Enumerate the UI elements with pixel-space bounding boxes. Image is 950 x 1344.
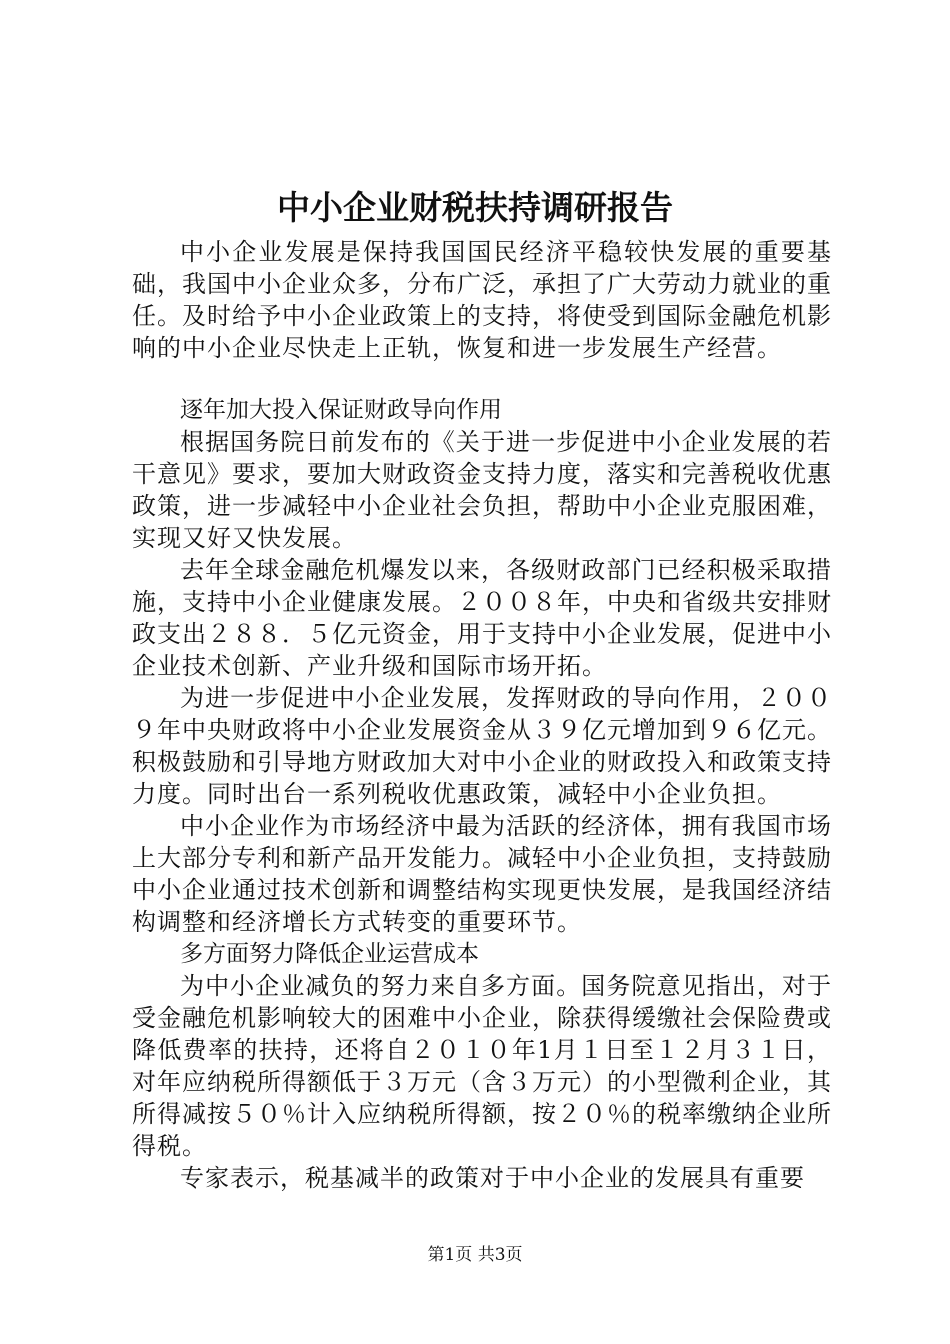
paragraph: 中小企业作为市场经济中最为活跃的经济体，拥有我国市场上大部分专利和新产品开发能力。减轻中小企业负担，支持鼓励中小企业通过技术创新和调整结构实现更快发展，是我国经济结构调整和经济增长方式转变的重要环节。 (132, 812, 832, 936)
page-footer: 第1页 共3页 (427, 1245, 523, 1265)
intro-paragraph: 中小企业发展是保持我国国民经济平稳较快发展的重要基础，我国中小企业众多，分布广泛，承担了广大劳动力就业的重任。及时给予中小企业政策上的支持，将使受到国际金融危机影响的中小企业尽快走上正轨，恢复和进一步发展生产经营。 (132, 238, 832, 362)
paragraph: 为中小企业减负的努力来自多方面。国务院意见指出，对于受金融危机影响较大的困难中小企业，除获得缓缴社会保险费或降低费率的扶持，还将自２０１０年1月１日至１２月３１日，对年应纳税所得额低于３万元（含３万元）的小型微利企业，其所得减按５０％计入应纳税所得额，按２０％的税率缴纳企业所得税。 (132, 972, 832, 1160)
document-title: 中小企业财税扶持调研报告 (277, 188, 673, 227)
document-body (132, 236, 832, 1194)
paragraph: 去年全球金融危机爆发以来，各级财政部门已经积极采取措施，支持中小企业健康发展。２００８年，中央和省级共安排财政支出２８８．５亿元资金，用于支持中小企业发展，促进中小企业技术创新、产业升级和国际市场开拓。 (132, 556, 832, 680)
paragraph: 为进一步促进中小企业发展，发挥财政的导向作用，２００９年中央财政将中小企业发展资金从３９亿元增加到９６亿元。积极鼓励和引导地方财政加大对中小企业的财政投入和政策支持力度。同时出台一系列税收优惠政策，减轻中小企业负担。 (132, 684, 832, 808)
paragraph: 根据国务院日前发布的《关于进一步促进中小企业发展的若干意见》要求，要加大财政资金支持力度，落实和完善税收优惠政策，进一步减轻中小企业社会负担，帮助中小企业克服困难，实现又好又快发展。 (132, 428, 832, 552)
section-heading-1: 逐年加大投入保证财政导向作用 (180, 397, 502, 423)
paragraph: 专家表示，税基减半的政策对于中小企业的发展具有重要 (180, 1164, 805, 1192)
section-heading-2: 多方面努力降低企业运营成本 (180, 941, 479, 967)
